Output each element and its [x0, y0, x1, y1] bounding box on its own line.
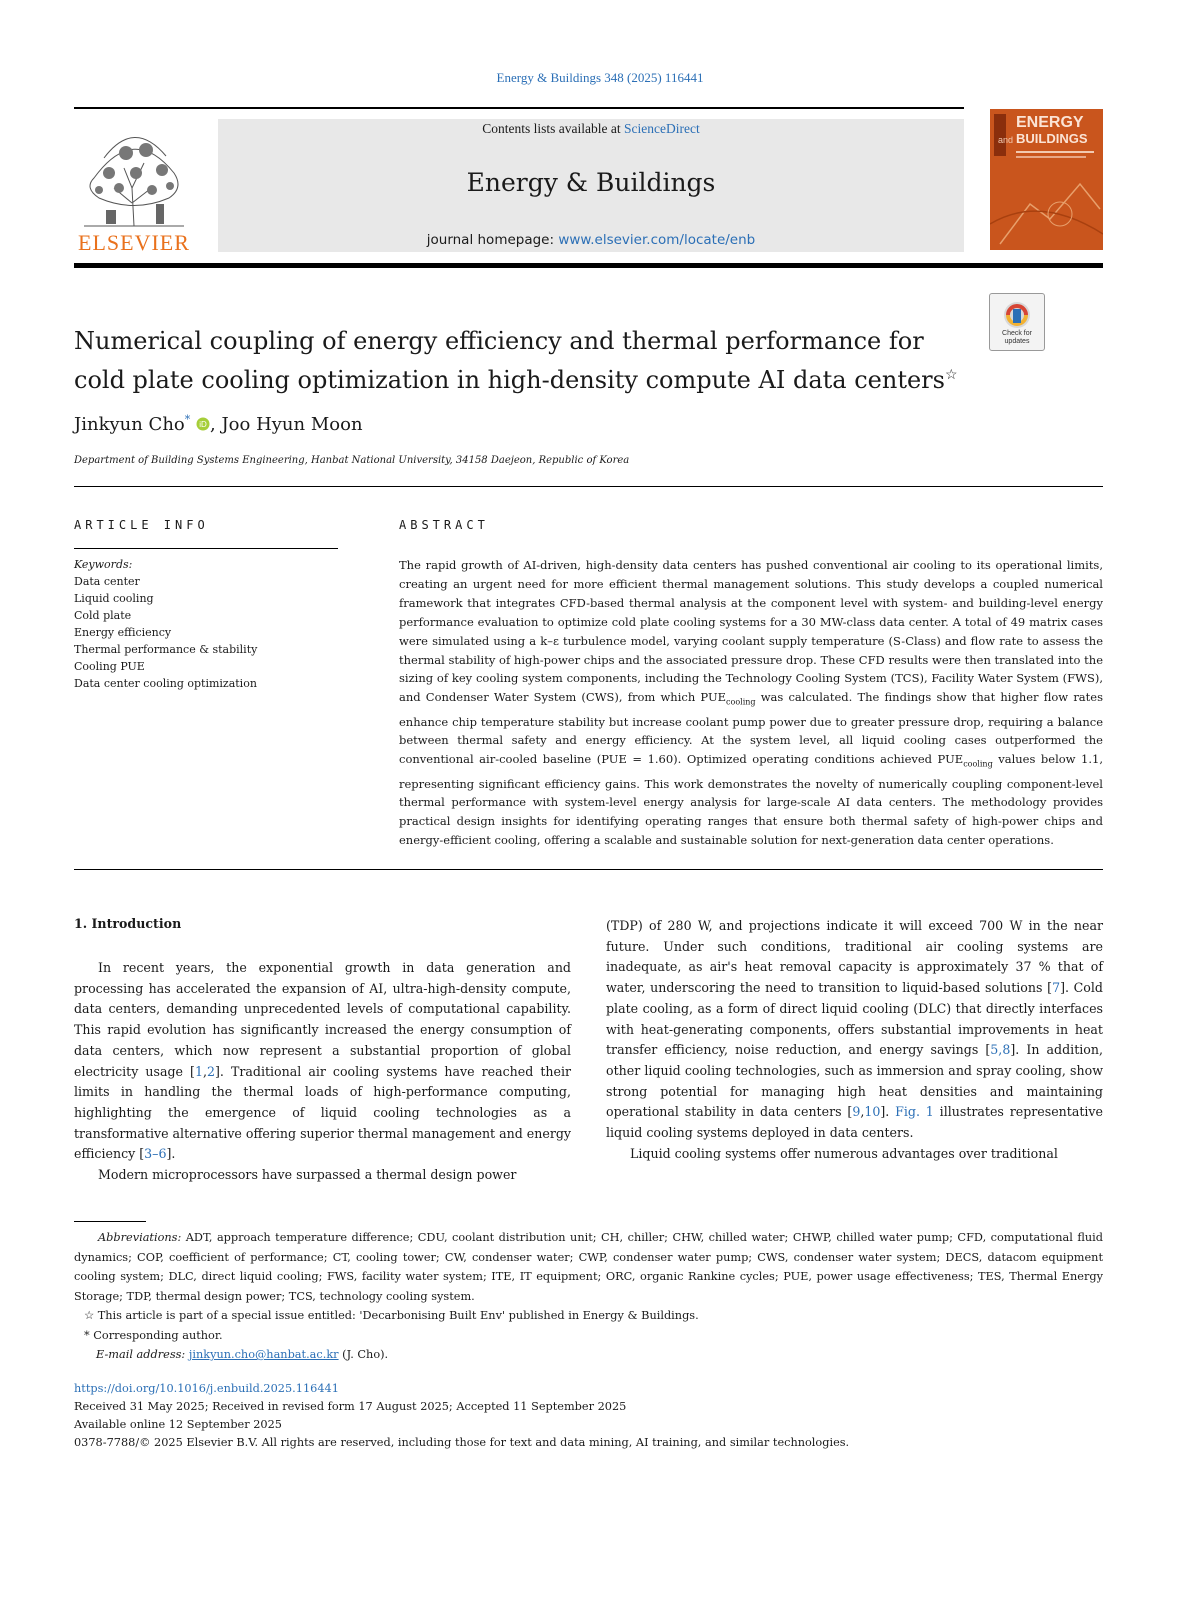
contents-line	[218, 121, 964, 137]
introduction-left-column	[74, 958, 571, 1186]
article-info-rule	[74, 548, 338, 549]
email-suffix: (J. Cho).	[338, 1348, 389, 1361]
text-run: In recent years, the exponential growth in data generation and processing has accelerated the expansion of AI, ultra-high-density compute, data centers, demanding unprecedented levels of computational capability. This rapid evolution has significantly increased the energy consumption of data centers, which now represent a substantial proportion of global electricity usage [	[74, 960, 571, 1079]
available-online: Available online 12 September 2025	[74, 1418, 282, 1431]
keyword-item: Thermal performance & stability	[74, 643, 258, 656]
cover-and: and	[998, 135, 1014, 145]
footnote-mark: *	[84, 1328, 90, 1342]
footnote-text: Corresponding author.	[89, 1328, 223, 1342]
footnote-mark: ☆	[84, 1309, 95, 1322]
abstract-text	[399, 556, 1103, 850]
citation-link[interactable]: 10	[864, 1104, 881, 1120]
author-name[interactable]: Joo Hyun Moon	[221, 414, 363, 435]
keyword-item: Energy efficiency	[74, 626, 172, 639]
footnotes	[74, 1228, 1103, 1365]
author-list	[74, 413, 363, 435]
introduction-right-column	[606, 916, 1103, 1164]
cover-line	[1016, 151, 1094, 153]
corresponding-author-mark[interactable]: *	[184, 413, 191, 426]
article-info-heading: ARTICLE INFO	[74, 518, 209, 532]
citation-link[interactable]: 2	[206, 1063, 215, 1079]
figure-link[interactable]: Fig. 1	[895, 1104, 934, 1120]
publication-info	[74, 1380, 849, 1452]
text-run: ]. In addition, other liquid cooling technologies, such as immersion and spray cooling, show strong potential for managing high heat densities and maintaining operational stability in data centers [	[606, 1042, 1103, 1120]
abstract-part: was calculated. The findings show that higher flow rates enhance chip temperature stability but increase coolant pump power due to greater pressure drop, requiring a balance between thermal safety and energy efficiency. At the system level, all liquid cooling cases outperformed the conventional air-cooled baseline (PUE = 1.60). Optimized operating conditions achieved PUE	[399, 690, 1103, 767]
paragraph	[74, 958, 571, 1165]
header-top-rule	[74, 107, 964, 109]
citation-link[interactable]: 3–6	[144, 1146, 167, 1162]
paragraph	[606, 916, 1103, 1144]
introduction-heading: 1. Introduction	[74, 916, 182, 931]
section-rule	[74, 486, 1103, 487]
text-run: ,	[202, 1063, 207, 1079]
paragraph: Liquid cooling systems offer numerous advantages over traditional	[630, 1145, 1058, 1161]
affiliation: Department of Building Systems Engineering, Hanbat National University, 34158 Daejeon, Republic of Korea	[74, 455, 630, 466]
abbreviations-footnote	[74, 1228, 1103, 1306]
footnote-text: This article is part of a special issue entitled: 'Decarbonising Built Env' published in Energy & Buildings.	[94, 1309, 699, 1322]
email-label: E-mail address:	[96, 1348, 186, 1361]
abbreviations-text: ADT, approach temperature difference; CDU, coolant distribution unit; CH, chiller; CHW, chilled water; CHWP, chilled water pump; CFD, computational fluid dynamics; COP, coefficient of performance; CT, cooling tower; CW, condenser water; CWP, condenser water pump; CWS, condenser water system; DECS, datacom equipment cooling system; DLC, direct liquid cooling; FWS, facility water system; ITE, IT equipment; ORC, organic Rankine cycles; PUE, power usage effectiveness; TES, Thermal Energy Storage; TDP, thermal design power; TCS, technology cooling system.	[74, 1231, 1103, 1303]
journal-title: Energy & Buildings	[466, 168, 716, 197]
abstract-heading: ABSTRACT	[399, 518, 489, 532]
homepage-prefix: journal homepage:	[426, 232, 559, 248]
elsevier-wordmark: ELSEVIER	[78, 230, 190, 255]
paragraph: Modern microprocessors have surpassed a thermal design power	[98, 1167, 517, 1183]
homepage-link[interactable]: www.elsevier.com/locate/enb	[558, 232, 756, 248]
text-run: illustrates representative liquid cooling systems deployed in data centers.	[606, 1104, 1103, 1141]
citation-link[interactable]: 9	[852, 1104, 861, 1120]
pue-subscript: cooling	[963, 759, 993, 769]
contents-prefix: Contents lists available at	[482, 121, 624, 136]
pue-subscript: cooling	[726, 697, 756, 707]
text-run: ]. Traditional air cooling systems have reached their limits in handling the thermal loads of high-performance computing, highlighting the emergence of liquid cooling technologies as a transformative alternative offering superior thermal management and energy efficiency [	[74, 1063, 572, 1162]
citation-link[interactable]: 7	[1052, 980, 1061, 996]
check-for-updates-badge[interactable]	[989, 293, 1045, 351]
abstract-part: The rapid growth of AI-driven, high-density data centers has pushed conventional air cooling to its operational limits, creating an urgent need for more efficient thermal management solutions. This study develops a coupled numerical framework that integrates CFD-based thermal analysis at the component level with system- and building-level energy performance evaluation to optimize cold plate cooling systems for a 30 MW-class data center. A total of 49 matrix cases were simulated using a k–ε turbulence model, varying coolant supply temperature (S-Class) and flow rate to assess the thermal stability of high-power chips and the associated pressure drop. These CFD results were then translated into the sizing of key cooling system components, including the Technology Cooling System (TCS), Facility Water System (FWS), and Condenser Water System (CWS), from which PUE	[399, 558, 1103, 705]
title-footnote-mark[interactable]: ☆	[944, 367, 958, 383]
author-separator: ,	[210, 414, 222, 435]
keyword-item: Liquid cooling	[74, 592, 154, 605]
homepage-line	[218, 232, 964, 248]
doi-link[interactable]: https://doi.org/10.1016/j.enbuild.2025.116441	[74, 1382, 339, 1395]
section-rule	[74, 869, 1103, 870]
footnote-rule	[74, 1221, 146, 1222]
email-footnote	[74, 1345, 1103, 1365]
abstract-part: values below 1.1, representing significant efficiency gains. This work demonstrates the novelty of numerically coupling component-level thermal performance with system-level energy analysis for large-scale AI data centers. The methodology provides practical design insights for identifying operating ranges that ensure both thermal safety of high-power chips and energy-efficient cooling, offering a scalable and sustainable solution for next-generation data center operations.	[399, 752, 1103, 848]
email-link[interactable]: jinkyun.cho@hanbat.ac.kr	[188, 1348, 339, 1361]
author-name[interactable]: Jinkyun Cho	[74, 414, 185, 435]
article-title-text: Numerical coupling of energy efficiency and thermal performance for cold plate cooling optimization in high-density compute AI data centers	[74, 327, 945, 394]
header-thick-rule	[74, 263, 1103, 268]
crossmark-label: Check for updates	[1002, 330, 1032, 345]
svg-text:iD: iD	[199, 420, 207, 429]
sciencedirect-link[interactable]: ScienceDirect	[624, 121, 700, 136]
keyword-item: Cold plate	[74, 609, 132, 622]
citation-link[interactable]: 1	[194, 1063, 203, 1079]
cover-graphic	[990, 164, 1103, 250]
cover-title-line1: ENERGY	[1016, 114, 1084, 131]
text-run: ].	[166, 1146, 176, 1162]
abbreviations-label: Abbreviations:	[98, 1231, 182, 1244]
keywords-block	[74, 556, 257, 692]
text-run: ]. Cold plate cooling, as a form of direct liquid cooling (DLC) that directly interfaces with heat-generating components, offers substantial improvements in heat transfer efficiency, noise reduction, and energy savings [	[606, 980, 1103, 1058]
keyword-item: Data center cooling optimization	[74, 677, 257, 690]
keywords-label: Keywords:	[74, 558, 133, 571]
cover-line	[1016, 156, 1086, 158]
citation-link[interactable]: 5,8	[990, 1042, 1011, 1058]
article-title	[74, 324, 974, 397]
journal-reference-link[interactable]: Energy & Buildings 348 (2025) 116441	[496, 70, 704, 85]
received-dates: Received 31 May 2025; Received in revised form 17 August 2025; Accepted 11 September 2025	[74, 1400, 627, 1413]
cover-title-line2: BUILDINGS	[1016, 131, 1088, 146]
copyright-notice: 0378-7788/© 2025 Elsevier B.V. All rights are reserved, including those for text and data mining, AI training, and similar technologies.	[74, 1436, 850, 1449]
keyword-item: Data center	[74, 575, 140, 588]
orcid-icon[interactable]	[196, 417, 210, 431]
corresponding-footnote	[74, 1326, 1103, 1346]
journal-cover-image[interactable]	[990, 109, 1103, 250]
special-issue-footnote	[74, 1306, 1103, 1326]
text-run: ,	[860, 1104, 865, 1120]
text-run: (TDP) of 280 W, and projections indicate it will exceed 700 W in the near future. Under such conditions, traditional air cooling systems are inadequate, as air's heat removal capacity is approximately 37 % that of water, underscoring the need to transition to liquid-based solutions [	[606, 918, 1103, 996]
text-run: ].	[880, 1104, 896, 1120]
keyword-item: Cooling PUE	[74, 660, 145, 673]
